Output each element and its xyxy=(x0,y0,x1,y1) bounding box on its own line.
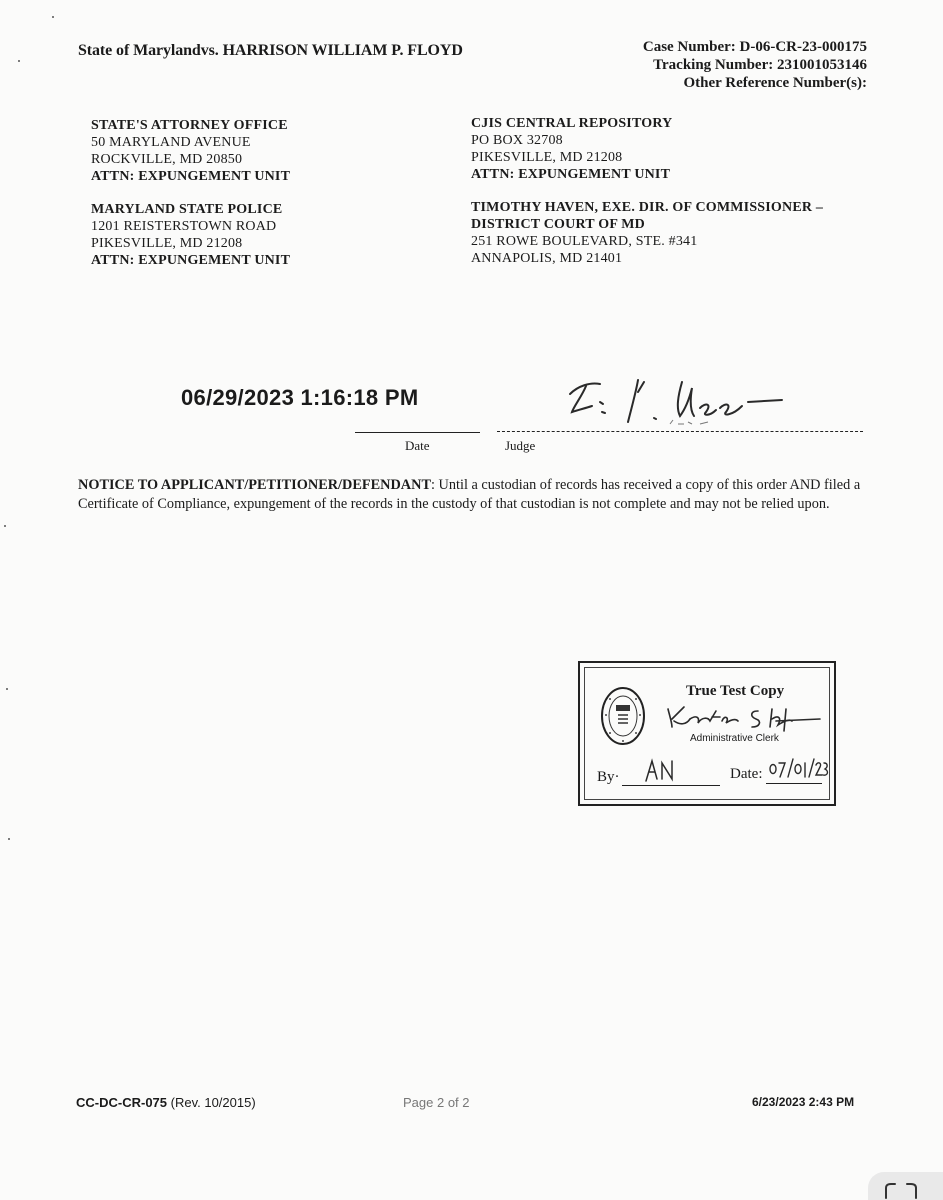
judge-signature xyxy=(560,372,800,436)
recipient-line2: PIKESVILLE, MD 21208 xyxy=(91,236,243,251)
notice-body: : Until a custodian of records has received a copy of this order AND filed a Certificate of Compliance, expungement of the records in the custody of that custodian is not complete and may not be relied upon. xyxy=(78,477,861,512)
expand-icon[interactable] xyxy=(884,1182,918,1200)
stamp-title: True Test Copy xyxy=(686,683,785,699)
recipient-line1: 50 MARYLAND AVENUE xyxy=(91,135,251,150)
date-label: Date xyxy=(405,438,430,453)
scan-speck xyxy=(8,838,10,840)
viewer-overlay-corner xyxy=(868,1172,943,1200)
recipient-name: MARYLAND STATE POLICE xyxy=(91,202,283,217)
stamp-date-line xyxy=(766,783,822,784)
recipient-line2: ANNAPOLIS, MD 21401 xyxy=(471,251,623,266)
case-number: Case Number: D-06-CR-23-000175 xyxy=(642,39,867,55)
recipient-attn: ATTN: EXPUNGEMENT UNIT xyxy=(471,167,671,182)
scan-speck xyxy=(6,688,8,690)
date-signature-line xyxy=(355,432,480,433)
expungement-notice xyxy=(78,476,868,514)
form-id xyxy=(76,1095,256,1110)
stamp-role: Administrative Clerk xyxy=(690,733,779,744)
recipient-line2: PIKESVILLE, MD 21208 xyxy=(471,150,623,165)
defendant-name: HARRISON WILLIAM P. FLOYD xyxy=(222,42,463,59)
recipient-attn: ATTN: EXPUNGEMENT UNIT xyxy=(91,169,291,184)
address-commissioner xyxy=(471,199,823,267)
caption-vs: vs. xyxy=(200,42,219,59)
notice-heading: NOTICE TO APPLICANT/PETITIONER/DEFENDANT xyxy=(78,477,431,493)
address-state-police xyxy=(91,201,290,269)
printed-timestamp: 6/23/2023 2:43 PM xyxy=(752,1095,855,1109)
stamp-by-initials xyxy=(642,757,682,785)
page-number: Page 2 of 2 xyxy=(403,1095,470,1110)
clerk-signature xyxy=(660,703,825,733)
address-cjis xyxy=(471,115,672,183)
court-seal-icon xyxy=(600,685,646,747)
scan-speck xyxy=(52,16,54,18)
case-caption xyxy=(78,42,463,60)
scan-speck xyxy=(18,60,20,62)
stamp-by-line xyxy=(622,785,720,786)
stamp-by-label: By· xyxy=(597,769,620,785)
form-number: CC-DC-CR-075 xyxy=(76,1095,168,1110)
address-states-attorney xyxy=(91,117,290,185)
recipient-name: STATE'S ATTORNEY OFFICE xyxy=(91,118,288,133)
recipient-line1: PO BOX 32708 xyxy=(471,133,563,148)
caption-prefix: State of Maryland xyxy=(78,42,201,59)
reference-block xyxy=(643,38,867,92)
recipient-line1: 251 ROWE BOULEVARD, STE. #341 xyxy=(471,234,698,249)
recipient-attn: ATTN: EXPUNGEMENT UNIT xyxy=(91,253,291,268)
scan-speck xyxy=(4,525,6,527)
judge-label: Judge xyxy=(505,438,536,453)
stamp-date-handwritten xyxy=(766,755,830,783)
other-reference: Other Reference Number(s): xyxy=(683,75,867,91)
order-timestamp: 06/29/2023 1:16:18 PM xyxy=(181,385,419,410)
form-revision: (Rev. 10/2015) xyxy=(170,1095,256,1110)
recipient-name: TIMOTHY HAVEN, EXE. DIR. OF COMMISSIONER – xyxy=(471,200,824,215)
recipient-name-2: DISTRICT COURT OF MD xyxy=(471,217,645,232)
recipient-line1: 1201 REISTERSTOWN ROAD xyxy=(91,219,277,234)
recipient-line2: ROCKVILLE, MD 20850 xyxy=(91,152,243,167)
true-test-copy-stamp xyxy=(578,661,836,806)
tracking-number: Tracking Number: 231001053146 xyxy=(653,57,867,73)
stamp-date-label: Date: xyxy=(730,766,763,782)
recipient-name: CJIS CENTRAL REPOSITORY xyxy=(471,116,673,131)
